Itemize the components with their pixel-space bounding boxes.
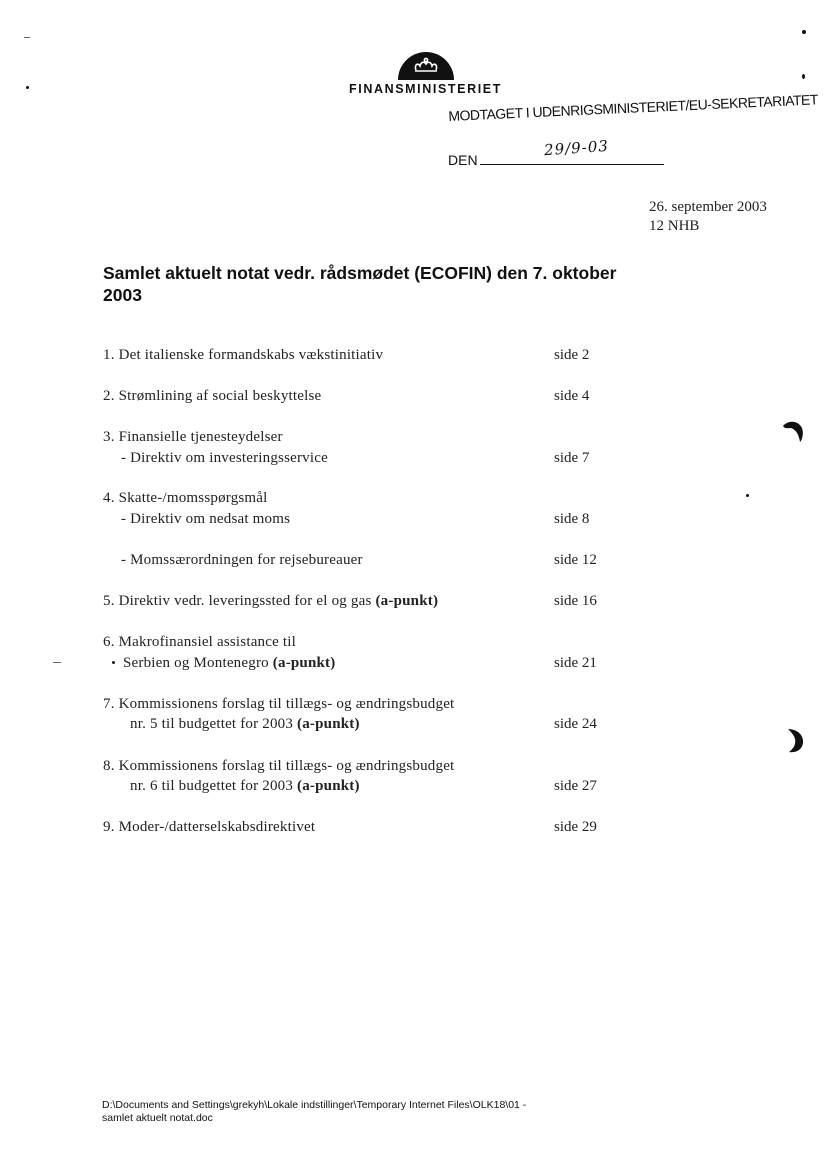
toc-item-8-sub (130, 776, 360, 796)
toc-page-1: side 2 (554, 347, 590, 363)
toc-item-6-tag: (a-punkt) (272, 655, 336, 671)
toc-item-7-sub-text: nr. 5 til budgettet for 2003 (130, 716, 294, 732)
scan-speck (802, 30, 806, 34)
toc-item-7-sub (130, 714, 360, 734)
toc-item-7-tag: (a-punkt) (297, 716, 360, 732)
scan-speck (746, 494, 749, 497)
scan-speck (53, 662, 61, 663)
ministry-name: FINANSMINISTERIET (349, 82, 502, 96)
ministry-logo (338, 48, 513, 96)
toc-item-3-sub: - Direktiv om investeringsservice (121, 450, 328, 466)
toc-item-1: 1. Det italienske formandskabs vækstinitiativ (103, 347, 384, 363)
toc-item-4-sub-1: - Direktiv om nedsat moms (121, 511, 291, 527)
toc-page-4b: side 12 (554, 552, 597, 568)
toc-item-6-sub-text: Serbien og Montenegro (123, 655, 269, 671)
toc-item-7: 7. Kommissionens forslag til tillægs- og ændringsbudget (103, 696, 455, 712)
toc-page-2: side 4 (554, 388, 590, 404)
footer-line-1: D:\Documents and Settings\grekyh\Lokale indstillinger\Temporary Internet Files\OLK18\01 - (102, 1099, 527, 1111)
toc-item-5 (103, 591, 438, 611)
toc-page-5: side 16 (554, 593, 597, 609)
stamp-den-label: DEN (448, 152, 478, 168)
scan-speck (802, 74, 805, 79)
toc-item-8: 8. Kommissionens forslag til tillægs- og ændringsbudget (103, 758, 455, 774)
footer-line-2: samlet aktuelt notat.doc (102, 1112, 213, 1124)
toc-item-8-sub-text: nr. 6 til budgettet for 2003 (130, 778, 294, 794)
toc-page-8: side 27 (554, 778, 597, 794)
toc-item-9: 9. Moder-/datterselskabsdirektivet (103, 819, 316, 835)
handwritten-date: 29/9-03 (543, 136, 610, 160)
toc-item-5-text: 5. Direktiv vedr. leveringssted for el og gas (103, 593, 372, 609)
received-stamp: MODTAGET I UDENRIGSMINISTERIET/EU-SEKRETARIATET (448, 91, 819, 124)
toc-page-6: side 21 (554, 655, 597, 671)
toc-item-5-tag: (a-punkt) (375, 593, 439, 609)
toc-item-4-sub-2: - Momssærordningen for rejsebureauer (121, 552, 363, 568)
toc-item-6-sub (123, 653, 335, 673)
toc-item-6: 6. Makrofinansiel assistance til (103, 634, 297, 650)
toc-item-8-tag: (a-punkt) (297, 778, 360, 794)
crown-logo (396, 48, 456, 80)
document-reference: 12 NHB (649, 218, 700, 234)
page-title: Samlet aktuelt notat vedr. rådsmødet (ECOFIN) den 7. oktober 2003 (103, 263, 617, 305)
scan-speck (26, 86, 29, 89)
toc-item-3: 3. Finansielle tjenesteydelser (103, 429, 283, 445)
toc-page-4a: side 8 (554, 511, 590, 527)
toc-page-9: side 29 (554, 819, 597, 835)
toc-page-7: side 24 (554, 716, 597, 732)
toc-page-3: side 7 (554, 450, 590, 466)
scan-speck (24, 37, 30, 38)
toc-item-4: 4. Skatte-/momsspørgsmål (103, 490, 268, 506)
toc-item-2: 2. Strømlining af social beskyttelse (103, 388, 322, 404)
scan-speck (112, 661, 115, 664)
stamp-underline (480, 160, 664, 165)
date-block (649, 198, 767, 236)
punch-hole-mark (780, 418, 806, 444)
document-date: 26. september 2003 (649, 199, 767, 215)
punch-hole-mark (784, 726, 806, 754)
file-path-footer (102, 1099, 526, 1125)
